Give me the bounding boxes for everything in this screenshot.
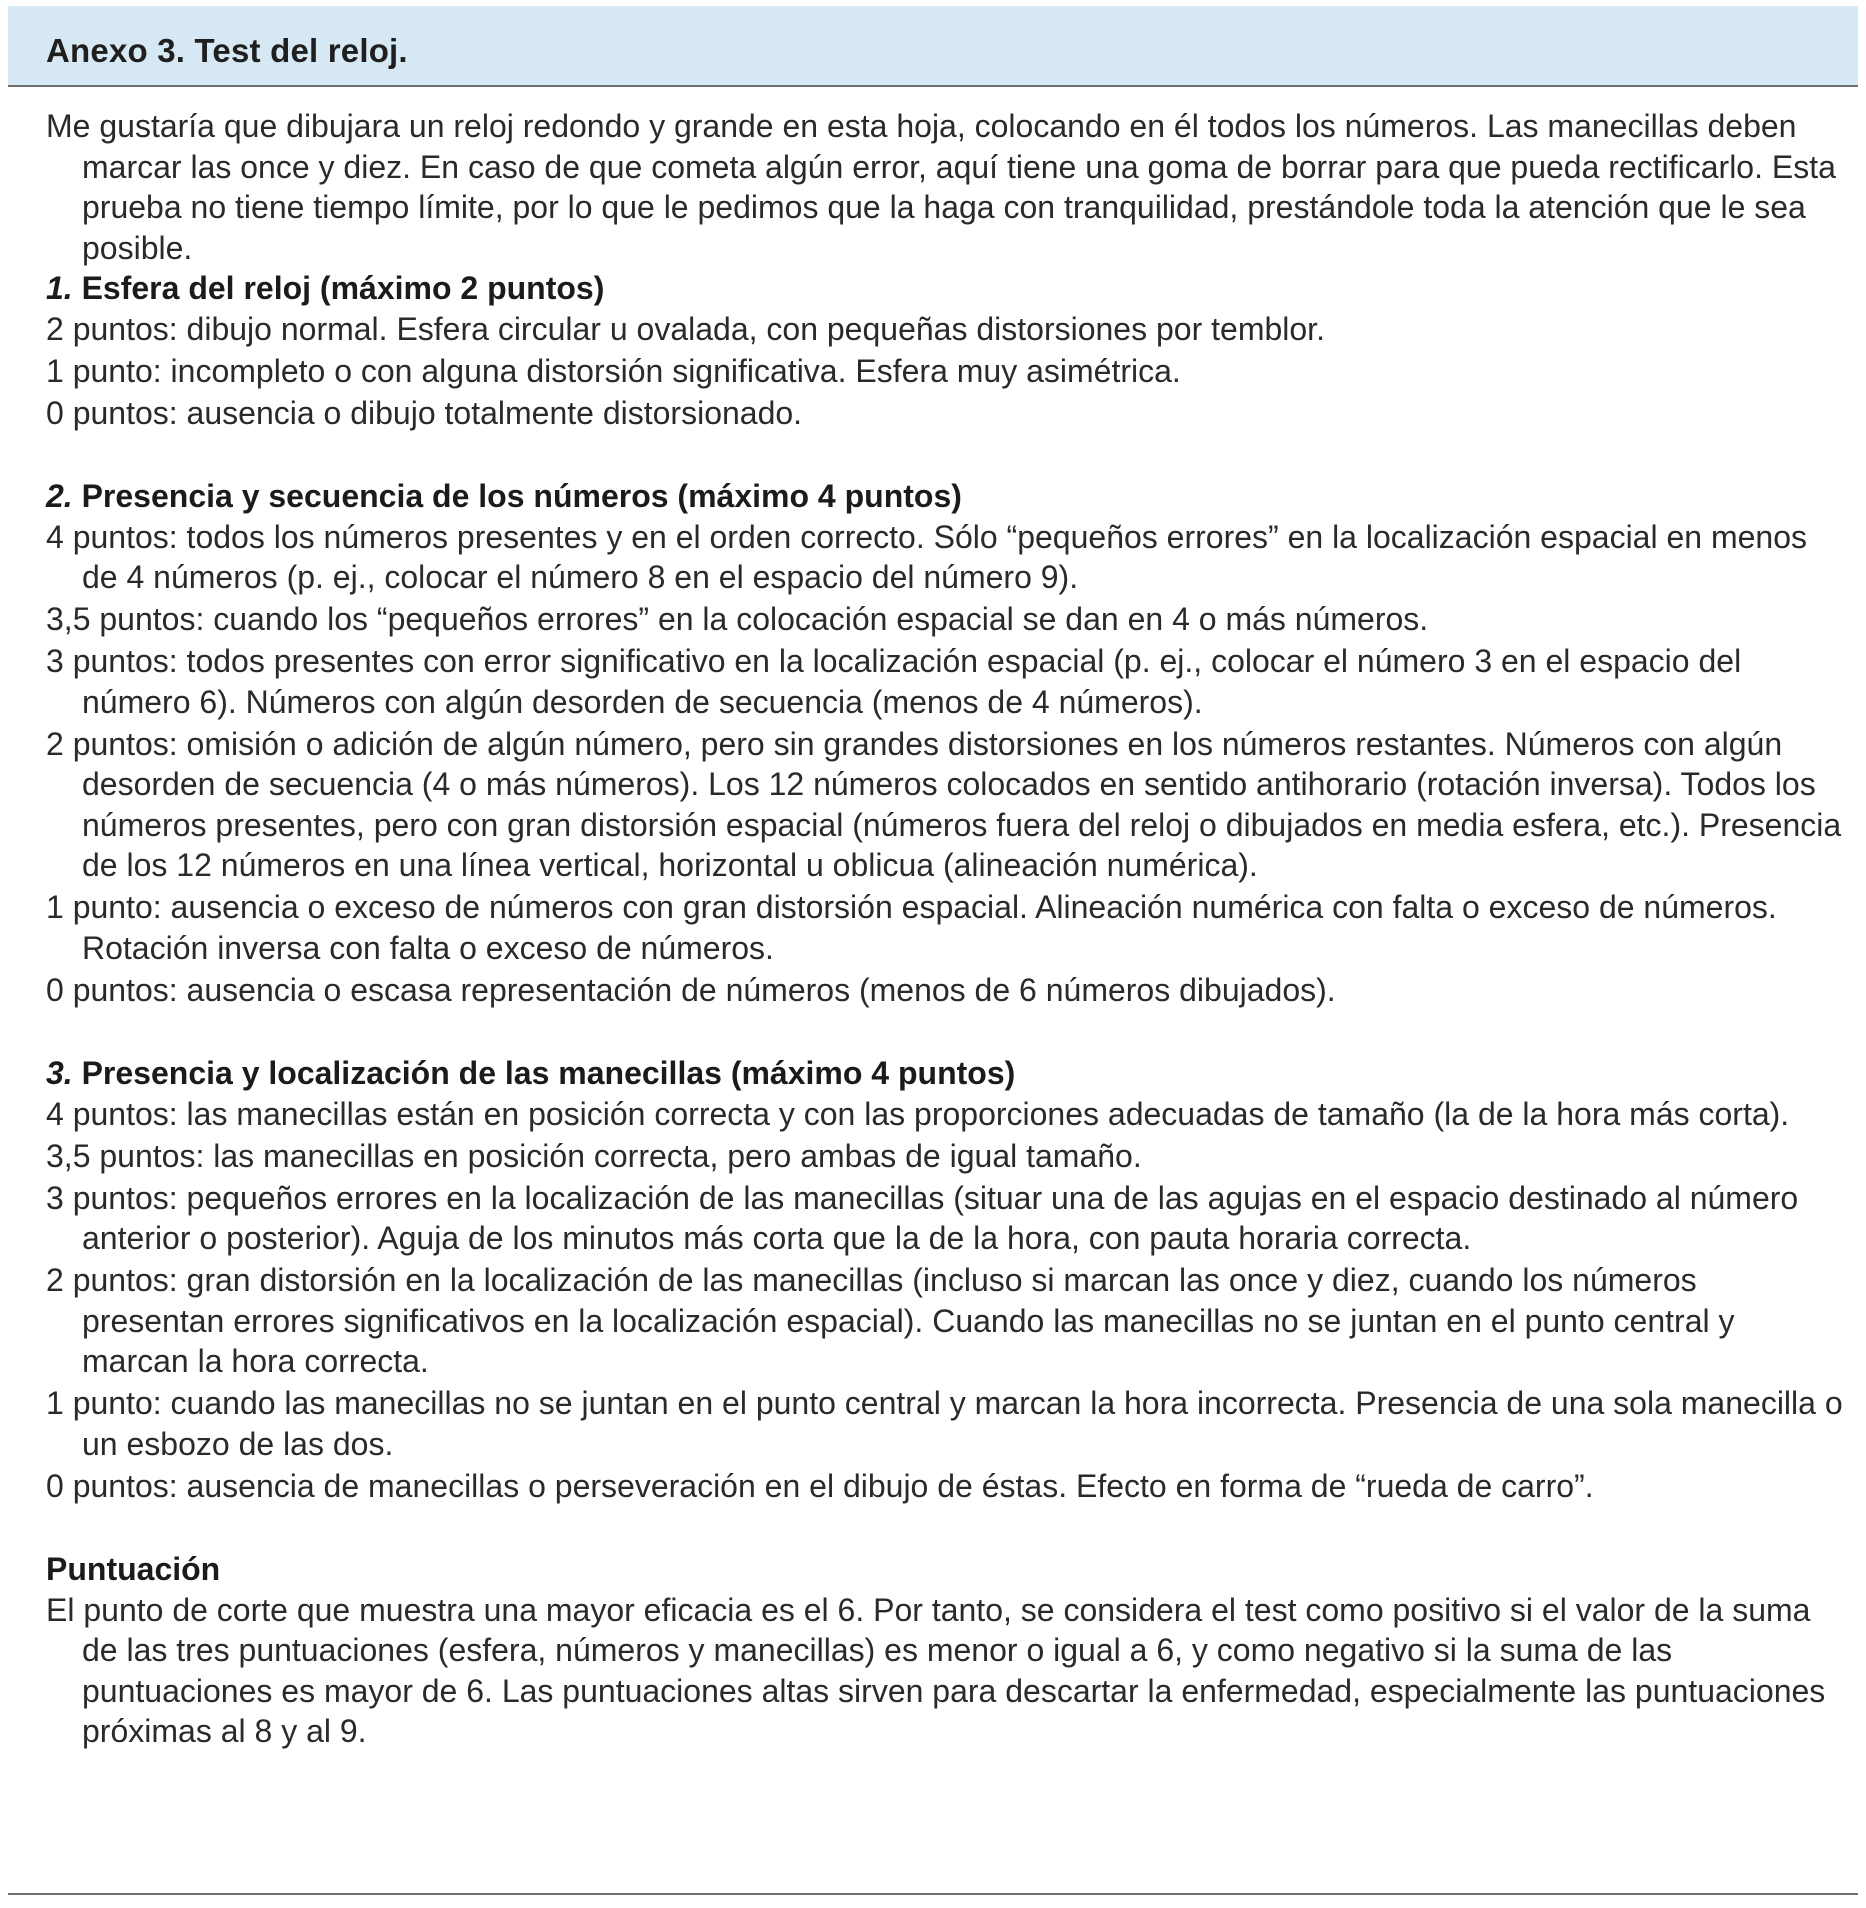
score-item: 3,5 puntos: las manecillas en posición correcta, pero ambas de igual tamaño.	[46, 1137, 1142, 1174]
score-item: 1 punto: ausencia o exceso de números con gran distorsión espacial. Alineación numérica con falta o exceso de números. Rotación inversa con falta o exceso de números.	[46, 889, 1777, 966]
score-item: 3 puntos: todos presentes con error significativo en la localización espacial (p. ej., colocar el número 3 en el espacio del número 6). Números con algún desorden de secuencia (menos de 4 números).	[46, 643, 1742, 720]
score-item: 2 puntos: gran distorsión en la localización de las manecillas (incluso si marcan las once y diez, cuando los números presentan errores significativos en la localización espacial). Cuando las manecillas no se juntan en el punto central y marcan la hora correcta.	[46, 1262, 1735, 1379]
score-item: 2 puntos: dibujo normal. Esfera circular u ovalada, con pequeñas distorsiones por temblor.	[46, 310, 1325, 347]
section-number: 1.	[46, 270, 73, 306]
section-heading-text: Presencia y secuencia de los números (máximo 4 puntos)	[72, 478, 962, 514]
scoring-text: El punto de corte que muestra una mayor eficacia es el 6. Por tanto, se considera el test como positivo si el valor de la suma de las tres puntuaciones (esfera, números y manecillas) es menor o igual a 6, y como negativo si la suma de las puntuaciones es mayor de 6. Las puntuaciones altas sirven para descartar la enfermedad, especialmente las puntuaciones próximas al 8 y al 9.	[46, 1591, 1826, 1749]
bottom-rule	[8, 1893, 1858, 1895]
section-clock-face	[46, 268, 1846, 433]
intro-paragraph: Me gustaría que dibujara un reloj redondo y grande en esta hoja, colocando en él todos los números. Las manecillas deben marcar las once y diez. En caso de que cometa algún error, aquí tiene una goma de borrar para que pueda rectificarlo. Esta prueba no tiene tiempo límite, por lo que le pedimos que la haga con tranquilidad, prestándole toda la atención que le sea posible.	[46, 108, 1836, 266]
section-number: 2.	[46, 478, 73, 514]
section-heading	[46, 1053, 1846, 1094]
score-item: 4 puntos: las manecillas están en posición correcta y con las proporciones adecuadas de tamaño (la de la hora más corta).	[46, 1095, 1790, 1132]
score-item: 1 punto: incompleto o con alguna distorsión significativa. Esfera muy asimétrica.	[46, 352, 1181, 389]
section-numbers	[46, 476, 1846, 1010]
scoring-heading: Puntuación	[46, 1551, 221, 1587]
score-item: 4 puntos: todos los números presentes y en el orden correcto. Sólo “pequeños errores” en la localización espacial en menos de 4 números (p. ej., colocar el número 8 en el espacio del número 9).	[46, 518, 1807, 595]
score-item: 1 punto: cuando las manecillas no se juntan en el punto central y marcan la hora incorrecta. Presencia de una sola manecilla o un esbozo de las dos.	[46, 1385, 1843, 1462]
score-item: 3,5 puntos: cuando los “pequeños errores” en la colocación espacial se dan en 4 o más números.	[46, 601, 1429, 637]
section-heading-text: Presencia y localización de las manecillas (máximo 4 puntos)	[72, 1055, 1016, 1091]
score-item: 2 puntos: omisión o adición de algún número, pero sin grandes distorsiones en los números restantes. Números con algún desorden de secuencia (4 o más números). Los 12 números colocados en sentido antihorario (rotación inversa). Todos los números presentes, pero con gran distorsión espacial (números fuera del reloj o dibujados en media esfera, etc.). Presencia de los 12 números en una línea vertical, horizontal u oblicua (alineación numérica).	[46, 725, 1842, 883]
section-hands	[46, 1053, 1846, 1506]
annex-title-bar	[8, 6, 1858, 87]
annex-panel	[8, 6, 1858, 1894]
score-item: 0 puntos: ausencia o escasa representación de números (menos de 6 números dibujados).	[46, 971, 1336, 1008]
section-heading	[46, 268, 1846, 309]
score-item: 0 puntos: ausencia de manecillas o perseveración en el dibujo de éstas. Efecto en forma de “rueda de carro”.	[46, 1467, 1594, 1504]
section-scoring	[46, 1549, 1846, 1752]
section-heading	[46, 476, 1846, 517]
annex-title: Anexo 3. Test del reloj.	[46, 32, 408, 69]
score-item: 0 puntos: ausencia o dibujo totalmente distorsionado.	[46, 394, 803, 431]
section-heading-text: Esfera del reloj (máximo 2 puntos)	[72, 270, 605, 306]
section-number: 3.	[46, 1055, 73, 1091]
annex-content	[46, 106, 1846, 1795]
score-item: 3 puntos: pequeños errores en la localización de las manecillas (situar una de las agujas en el espacio destinado al número anterior o posterior). Aguja de los minutos más corta que la de la hora, con pauta horaria correcta.	[46, 1179, 1799, 1256]
